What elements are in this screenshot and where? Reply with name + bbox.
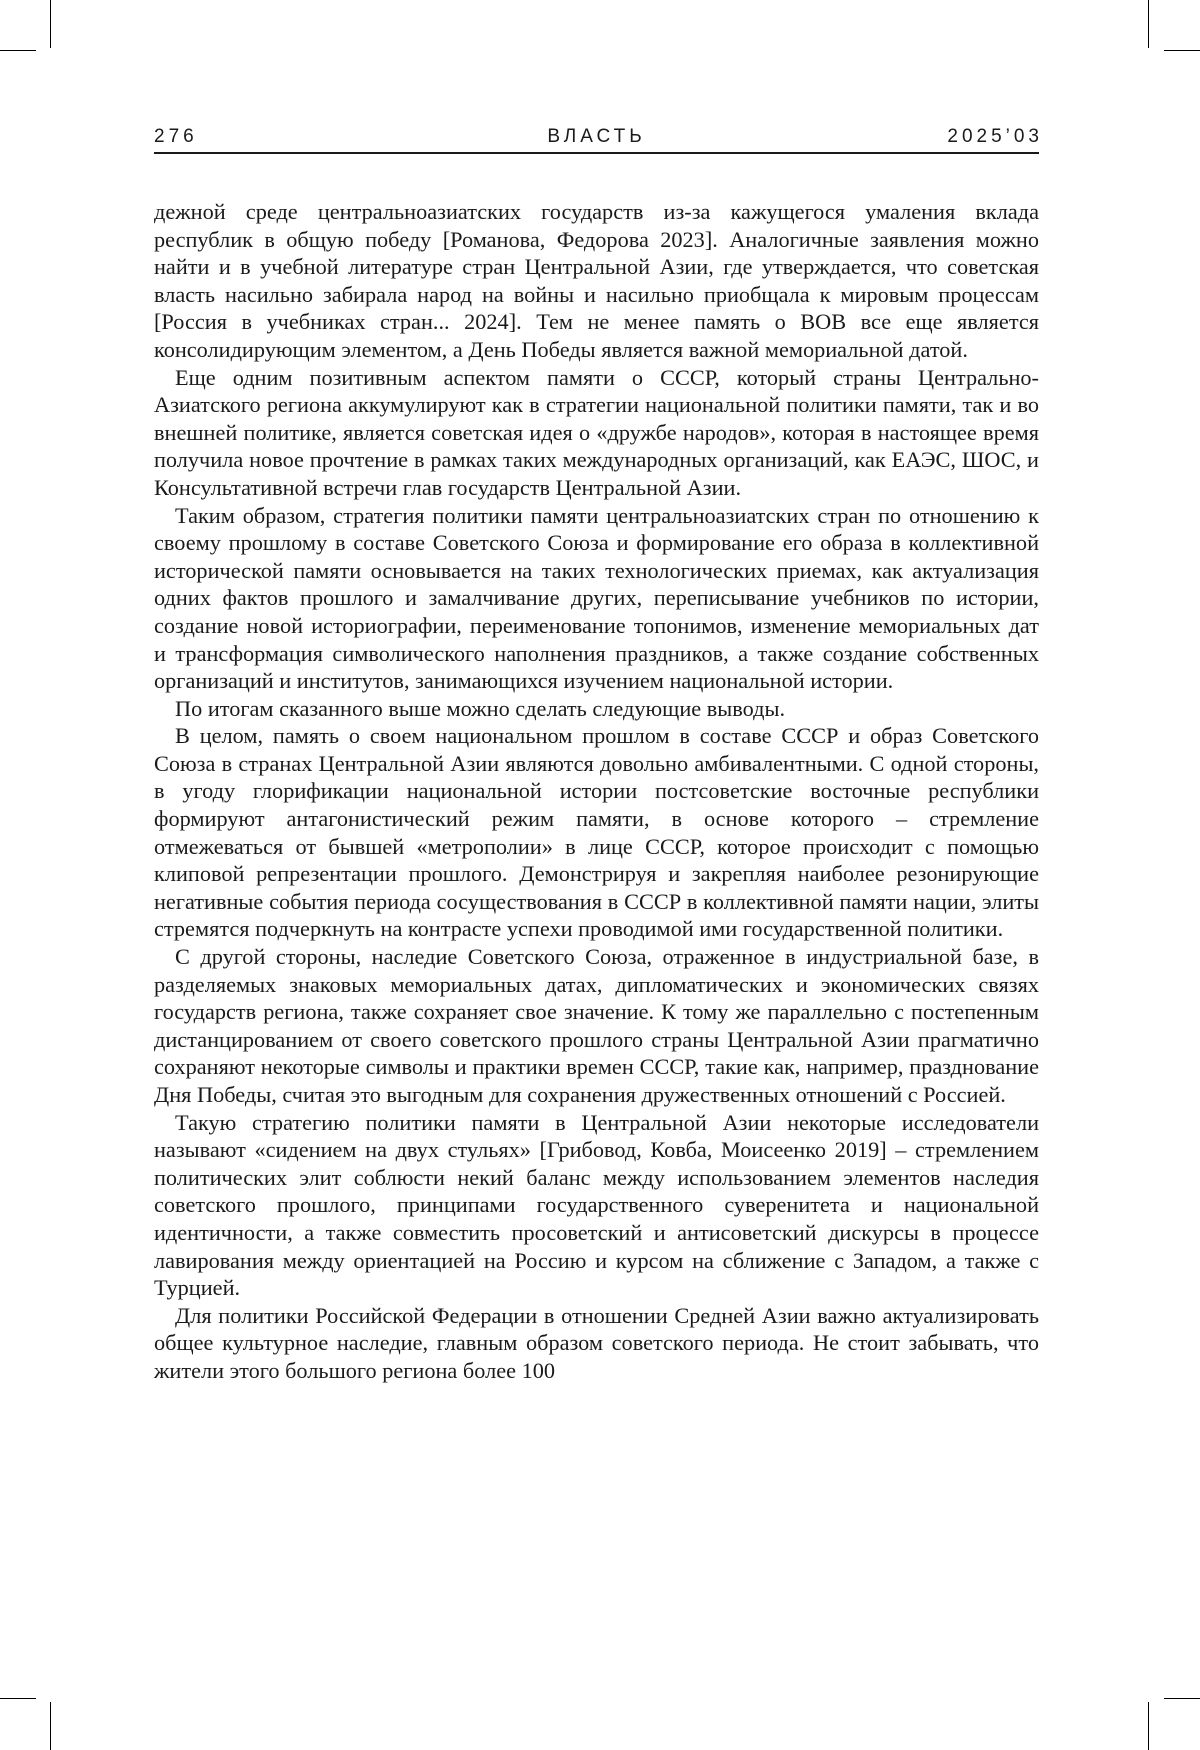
crop-mark — [0, 50, 36, 51]
crop-mark — [0, 1698, 36, 1699]
journal-title: ВЛАСТЬ — [154, 126, 1039, 148]
paragraph: В целом, память о своем национальном прошлом в составе СССР и образ Советского Союза в странах Центральной Азии являются довольно амбивалентными. С одной стороны, в угоду глорификации национальной истории постсоветские восточные республики формируют антагонистический режим памяти, в основе которого – стремление отмежеваться от бывшей «метрополии» в лице СССР, которое происходит с помощью клиповой репрезентации прошлого. Демонстрируя и закрепляя наиболее резонирующие негативные события периода сосуществования в СССР в коллективной памяти нации, элиты стремятся подчеркнуть на контрасте успехи проводимой ими государственной политики. — [154, 722, 1039, 943]
crop-mark — [50, 1702, 51, 1750]
paragraph: дежной среде центральноазиатских государств из-за кажущегося умаления вклада республик в общую победу [Романова, Федорова 2023]. Аналогичные заявления можно найти и в учебной литературе стран Центральной Азии, где утверждается, что советская власть насильно забирала народ на войны и насильно приобщала к мировым процессам [Россия в учебниках стран... 2024]. Тем не менее память о ВОВ все еще является консолидирующим элементом, а День Победы является важной мемориальной датой. — [154, 198, 1039, 364]
crop-mark — [1148, 0, 1149, 48]
header-rule — [154, 152, 1039, 154]
issue-number: 2025’03 — [947, 126, 1043, 148]
page-number: 276 — [154, 126, 198, 148]
paragraph: Еще одним позитивным аспектом памяти о СССР, который страны Центрально-Азиатского региона аккумулируют как в стратегии национальной политики памяти, так и во внешней политике, является советская идея о «дружбе народов», которая в настоящее время получила новое прочтение в рамках таких международных организаций, как ЕАЭС, ШОС, и Консультативной встречи глав государств Центральной Азии. — [154, 364, 1039, 502]
crop-mark — [1164, 1698, 1200, 1699]
crop-mark — [1164, 50, 1200, 51]
crop-mark — [50, 0, 51, 48]
running-header — [154, 126, 1039, 152]
paragraph: С другой стороны, наследие Советского Союза, отраженное в индустриальной базе, в разделяемых знаковых мемориальных датах, дипломатических и экономических связях государств региона, также сохраняет свое значение. К тому же параллельно с постепенным дистанцированием от своего советского прошлого страны Центральной Азии прагматично сохраняют некоторые символы и практики времен СССР, такие как, например, празднование Дня Победы, считая это выгодным для сохранения дружественных отношений с Россией. — [154, 943, 1039, 1109]
crop-mark — [1148, 1702, 1149, 1750]
paragraph: Таким образом, стратегия политики памяти центральноазиатских стран по отношению к своему прошлому в составе Советского Союза и формирование его образа в коллективной исторической памяти основывается на таких технологических приемах, как актуализация одних фактов прошлого и замалчивание других, переписывание учебников по истории, создание новой историографии, переименование топонимов, изменение мемориальных дат и трансформация символического наполнения праздников, а также создание собственных организаций и институтов, занимающихся изучением национальной истории. — [154, 502, 1039, 695]
paragraph: Для политики Российской Федерации в отношении Средней Азии важно актуализировать общее культурное наследие, главным образом советского периода. Не стоит забывать, что жители этого большого региона более 100 — [154, 1302, 1039, 1385]
paragraph: Такую стратегию политики памяти в Центральной Азии некоторые исследователи называют «сидением на двух стульях» [Грибовод, Ковба, Моисеенко 2019] – стремлением политических элит соблюсти некий баланс между использованием элементов наследия советского прошлого, принципами государственного суверенитета и национальной идентичности, а также совместить просоветский и антисоветский дискурсы в процессе лавирования между ориентацией на Россию и курсом на сближение с Западом, а также с Турцией. — [154, 1109, 1039, 1302]
paragraph: По итогам сказанного выше можно сделать следующие выводы. — [154, 695, 1039, 723]
body-text — [154, 198, 1039, 1385]
